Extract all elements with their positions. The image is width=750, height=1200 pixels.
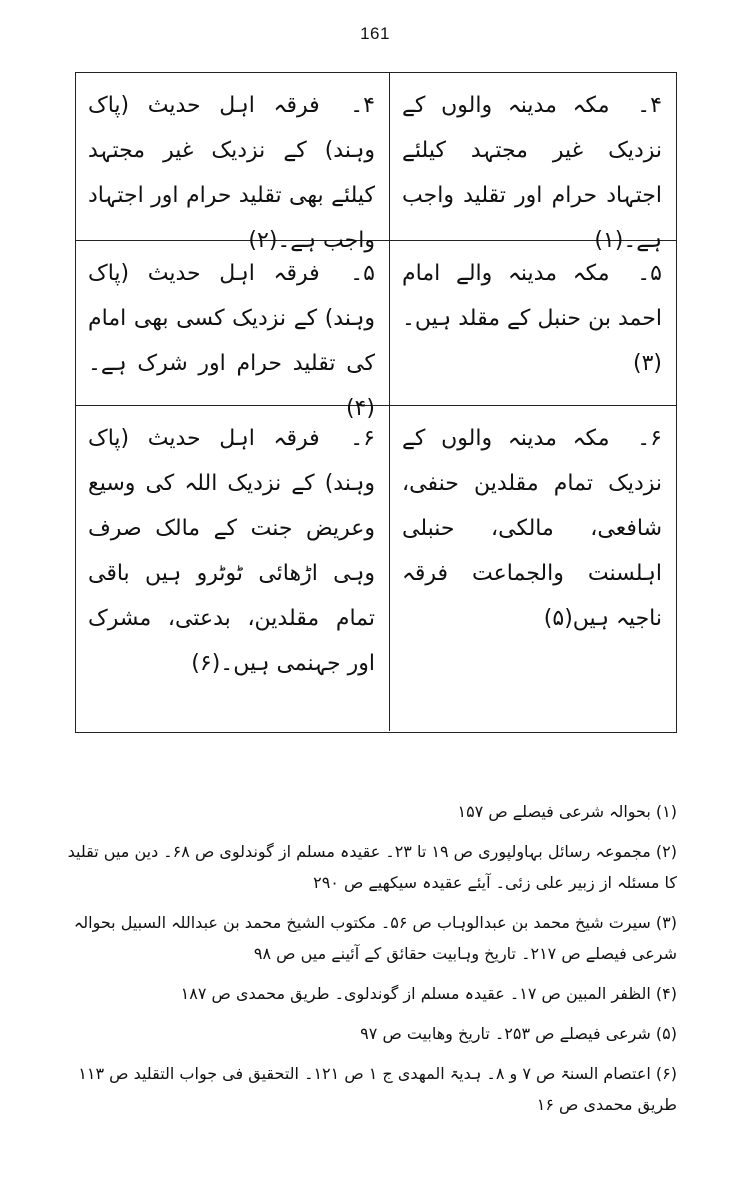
page-number: 161 — [360, 24, 390, 43]
point-number: ۶۔ — [350, 426, 375, 451]
table-cell-ahl-e-hadith — [76, 241, 389, 421]
footnote: (۴) الظفر المبین ص ۱۷۔ عقیدہ مسلم از گوندلوی۔ طریق محمدی ص ۱۸۷ — [180, 984, 677, 1003]
comparison-table — [75, 72, 677, 733]
footnotes — [60, 796, 677, 1129]
table-cell-makkah-madinah — [389, 241, 676, 405]
cell-text: مکہ مدینہ والوں کے نزدیک تمام مقلدین حنفی، شافعی، مالکی، حنبلی اہلسنت والجماعت فرقہ ناجیہ ہیں(۵) — [402, 426, 662, 631]
cell-text: فرقہ اہل حدیث (پاک وہند) کے نزدیک اللہ کی وسیع وعریض جنت کے مالک صرف وہی اڑھائی ٹوٹرو ہیں باقی تمام مقلدین، بدعتی، مشرک اور جہنمی ہیں۔(۶) — [88, 426, 375, 676]
table-row — [76, 241, 676, 421]
point-number: ۴۔ — [350, 93, 375, 118]
cell-text: فرقہ اہل حدیث (پاک وہند) کے نزدیک کسی بھی امام کی تقلید حرام اور شرک ہے۔(۴) — [88, 261, 375, 421]
point-number: ۶۔ — [637, 426, 662, 451]
point-number: ۵۔ — [350, 261, 375, 286]
point-number: ۴۔ — [637, 93, 662, 118]
table-row — [76, 73, 676, 253]
footnote: (۳) سیرت شیخ محمد بن عبدالوہاب ص ۵۶۔ مکتوب الشیخ محمد بن عبداللہ السبیل بحوالہ شرعی فیصلے ص ۲۱۷۔ تاریخ وہابیت حقائق کے آئینے میں ص ۹۸ — [73, 913, 677, 963]
table-row — [76, 406, 676, 731]
footnote: (۲) مجموعہ رسائل بہاولپوری ص ۱۹ تا ۲۳۔ عقیدہ مسلم از گوندلوی ص ۶۸۔ دین میں تقلید کا مسئلہ از زبیر علی زئی۔ آیئے عقیدہ سیکھیے ص ۲۹۰ — [67, 842, 677, 892]
table-cell-ahl-e-hadith — [76, 406, 389, 731]
footnote: (۱) بحوالہ شرعی فیصلے ص ۱۵۷ — [457, 802, 677, 821]
table-cell-ahl-e-hadith — [76, 73, 389, 253]
table-cell-makkah-madinah — [389, 73, 676, 253]
point-number: ۵۔ — [637, 261, 662, 286]
table-cell-makkah-madinah — [389, 406, 676, 731]
cell-text: فرقہ اہل حدیث (پاک وہند) کے نزدیک غیر مجتہد کیلئے بھی تقلید حرام اور اجتہاد واجب ہے۔(۲) — [88, 93, 375, 253]
cell-text: مکہ مدینہ والوں کے نزدیک غیر مجتہد کیلئے اجتہاد حرام اور تقلید واجب ہے۔(۱) — [402, 93, 662, 253]
footnote: (۵) شرعی فیصلے ص ۲۵۳۔ تاریخ وھابیت ص ۹۷ — [360, 1024, 677, 1043]
cell-text: مکہ مدینہ والے امام احمد بن حنبل کے مقلد ہیں۔(۳) — [402, 261, 662, 376]
footnote: (۶) اعتصام السنۃ ص ۷ و ۸۔ ہدیۃ المھدی ج ۱ ص ۱۲۱۔ التحقیق فی جواب التقلید ص ۱۱۳ طریق محمدی ص ۱۶ — [78, 1064, 677, 1114]
